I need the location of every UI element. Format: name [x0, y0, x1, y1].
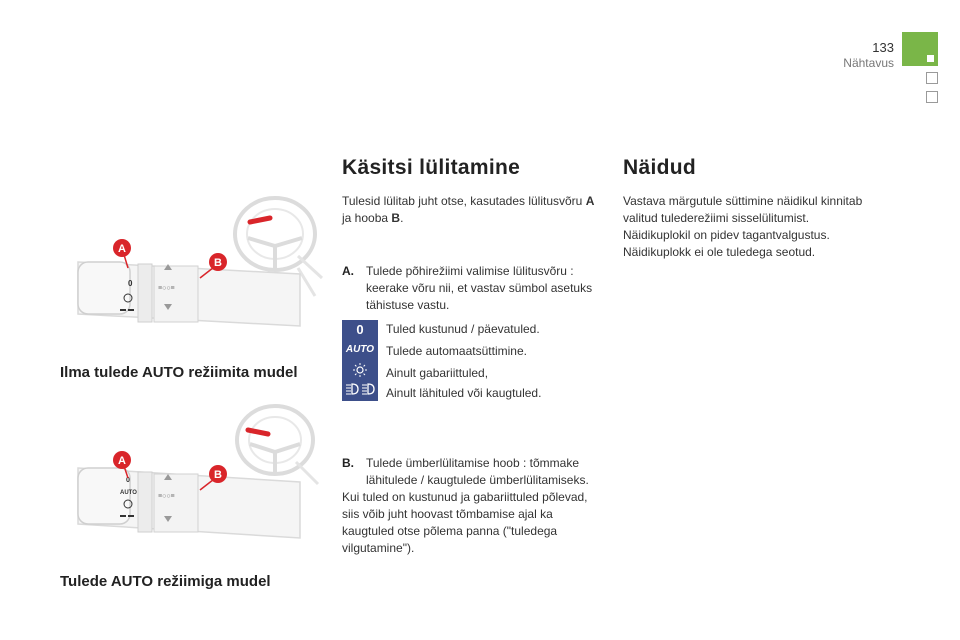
- item-a-description: A. Tulede põhirežiimi valimise lülitusvõru : keerake võru nii, et vastav sümbol asetuks tähistuse vastu.: [342, 264, 593, 312]
- sidelights-icon: [342, 362, 378, 383]
- stalk-illustration-top: [60, 186, 325, 336]
- page-number: 133: [872, 40, 894, 55]
- caption-with-auto: Tulede AUTO režiimiga mudel: [60, 573, 271, 590]
- headlights-icon: [342, 382, 378, 401]
- svg-text:B: B: [214, 469, 222, 481]
- manual-intro: Tulesid lülitab juht otse, kasutades lülitusvõru A ja hooba B.: [342, 194, 595, 225]
- legend-text-auto: Tulede automaatsüttimine.: [386, 344, 527, 358]
- indicators-text: Vastava märgutule süttimine näidikul kinnitab valitud tulederežiimi sisselülitumist. Näidikuplokil on pidev tagantvalgustus. Näidikuplokk ei ole tuledega seotud.: [623, 194, 863, 259]
- stalk-illustration-bottom: [60, 398, 325, 548]
- indicators-heading: Näidud: [623, 156, 696, 179]
- svg-text:A: A: [118, 243, 126, 255]
- flashing-paragraph: Kui tuled on kustunud ja gabariittuled põlevad, siis võib juht hoovast tõmbamise ajal ka kaugtuled otse põlema panna ("tuledega vilgutamine").: [342, 490, 588, 555]
- legend-text-sidelights: Ainult gabariittuled,: [386, 366, 489, 380]
- section-title: Nähtavus: [843, 56, 894, 70]
- light-stalk-icon: [78, 262, 300, 326]
- svg-text:B: B: [214, 257, 222, 269]
- light-stalk-icon: [78, 468, 300, 538]
- item-b-description: B. Tulede ümberlülitamise hoob : tõmmake lähitulede / kaugtulede ümberlülitamiseks. Kui tuled on kustunud ja gabariittuled põlevad, siis võib juht hoovast tõmbamise ajal ka kaugtuled otse põlema panna ("tuledega vilgutamine").: [342, 455, 612, 557]
- svg-text:A: A: [118, 455, 126, 467]
- caption-without-auto: Ilma tulede AUTO režiimita mudel: [60, 364, 298, 381]
- symbol-legend-bar: [342, 320, 378, 401]
- steering-wheel-icon: [237, 406, 318, 484]
- chapter-marker-box[interactable]: [926, 72, 938, 84]
- off-symbol-icon: 0: [356, 322, 364, 337]
- manual-switching-heading: Käsitsi lülitamine: [342, 156, 521, 179]
- legend-text-headlights: Ainult lähituled või kaugtuled.: [386, 386, 542, 400]
- svg-text:≡○○≡: ≡○○≡: [158, 285, 175, 292]
- svg-text:0: 0: [126, 477, 130, 484]
- chapter-marker-box[interactable]: [926, 91, 938, 103]
- svg-text:0: 0: [128, 279, 133, 288]
- chapter-tab[interactable]: [902, 32, 938, 66]
- active-chapter-marker: [927, 55, 934, 62]
- legend-text-off: Tuled kustunud / päevatuled.: [386, 322, 540, 336]
- svg-text:AUTO: AUTO: [120, 490, 137, 496]
- auto-symbol-icon: AUTO: [345, 344, 375, 355]
- svg-text:≡○○≡: ≡○○≡: [158, 493, 175, 500]
